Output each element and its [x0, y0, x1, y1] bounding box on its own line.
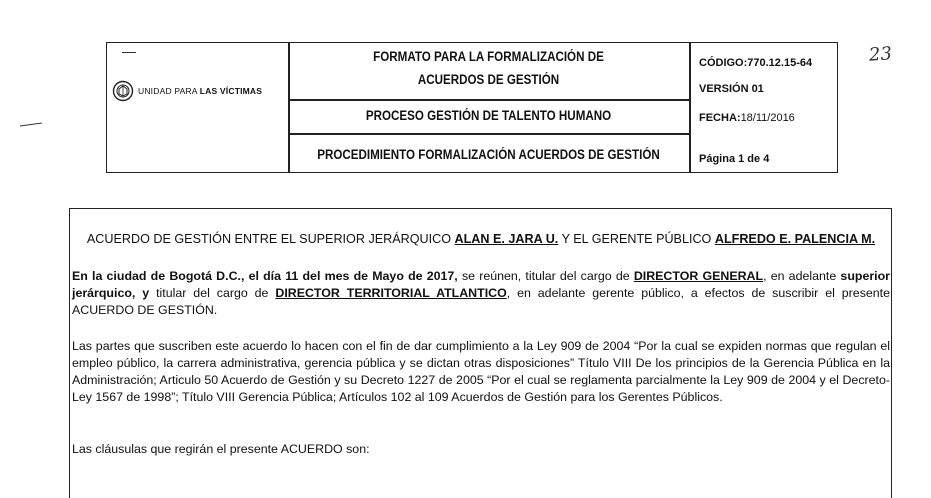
paragraph-legal-basis: Las partes que suscriben este acuerdo lo hacen con el fin de dar cumplimiento a la Ley 909 de 2004 “Por la cual se expiden normas que regulan el empleo público, la carrera administrativa, gerencia pública y se dictan otras disposiciones” Título VIII De los principios de la Gerencia Pública en la Administración; Articulo 50 Acuerdo de Gestión y su Decreto 1227 de 2005 “Por el cual se reglamenta parcialmente la Ley 909 de 2004 y el Decreto-Ley 1567 de 1998”; Título VIII Gerencia Pública; Artículos 102 al 109 Acuerdos de Gestión para los Gerentes Públicos. — [72, 339, 890, 404]
role-director-territorial: DIRECTOR TERRITORIAL ATLANTICO — [275, 286, 507, 300]
header-divider — [288, 99, 689, 101]
paragraph-intro: En la ciudad de Bogotá D.C., el día 11 del mes de Mayo de 2017, se reúnen, titular del cargo de DIRECTOR GENERAL, en adelante superior jerárquico, y titular del cargo de DIRECTOR TERRITORIAL ATLANTICO, en adelante gerente público, a efectos de suscribir el presente ACUERDO DE GESTIÓN. — [72, 269, 891, 317]
paragraph-clauses-intro: Las cláusulas que regirán el presente ACUERDO son: — [72, 442, 370, 456]
manager-name: ALFREDO E. PALENCIA M. — [714, 232, 876, 246]
coat-of-arms-icon — [112, 80, 134, 102]
document-code: CÓDIGO:770.12.15-64 — [699, 57, 813, 69]
agreement-title: ACUERDO DE GESTIÓN ENTRE EL SUPERIOR JERÁRQUICO ALAN E. JARA U. Y EL GERENTE PÚBLICO ALFREDO E. PALENCIA M. — [86, 232, 876, 246]
role-director-general: DIRECTOR GENERAL — [633, 269, 764, 283]
document-version: VERSIÓN 01 — [699, 83, 764, 95]
document-date: FECHA:18/11/2016 — [699, 112, 795, 124]
process-name: PROCESO GESTIÓN DE TALENTO HUMANO — [365, 108, 612, 123]
format-title-line-2: ACUERDOS DE GESTIÓN — [417, 72, 560, 87]
header-divider — [288, 133, 689, 135]
organization-logo — [112, 80, 262, 102]
superior-name: ALAN E. JARA U. — [454, 232, 559, 246]
header-divider — [689, 42, 691, 173]
scan-mark — [20, 122, 42, 126]
procedure-name: PROCEDIMIENTO FORMALIZACIÓN ACUERDOS DE GESTIÓN — [317, 147, 660, 162]
handwritten-folio-number: 23 — [868, 43, 893, 66]
header-divider — [288, 42, 290, 173]
page-number: Página 1 de 4 — [699, 153, 770, 165]
format-title-line-1: FORMATO PARA LA FORMALIZACIÓN DE — [373, 49, 604, 64]
logo-text: UNIDAD PARA LAS VÍCTIMAS — [138, 86, 263, 96]
